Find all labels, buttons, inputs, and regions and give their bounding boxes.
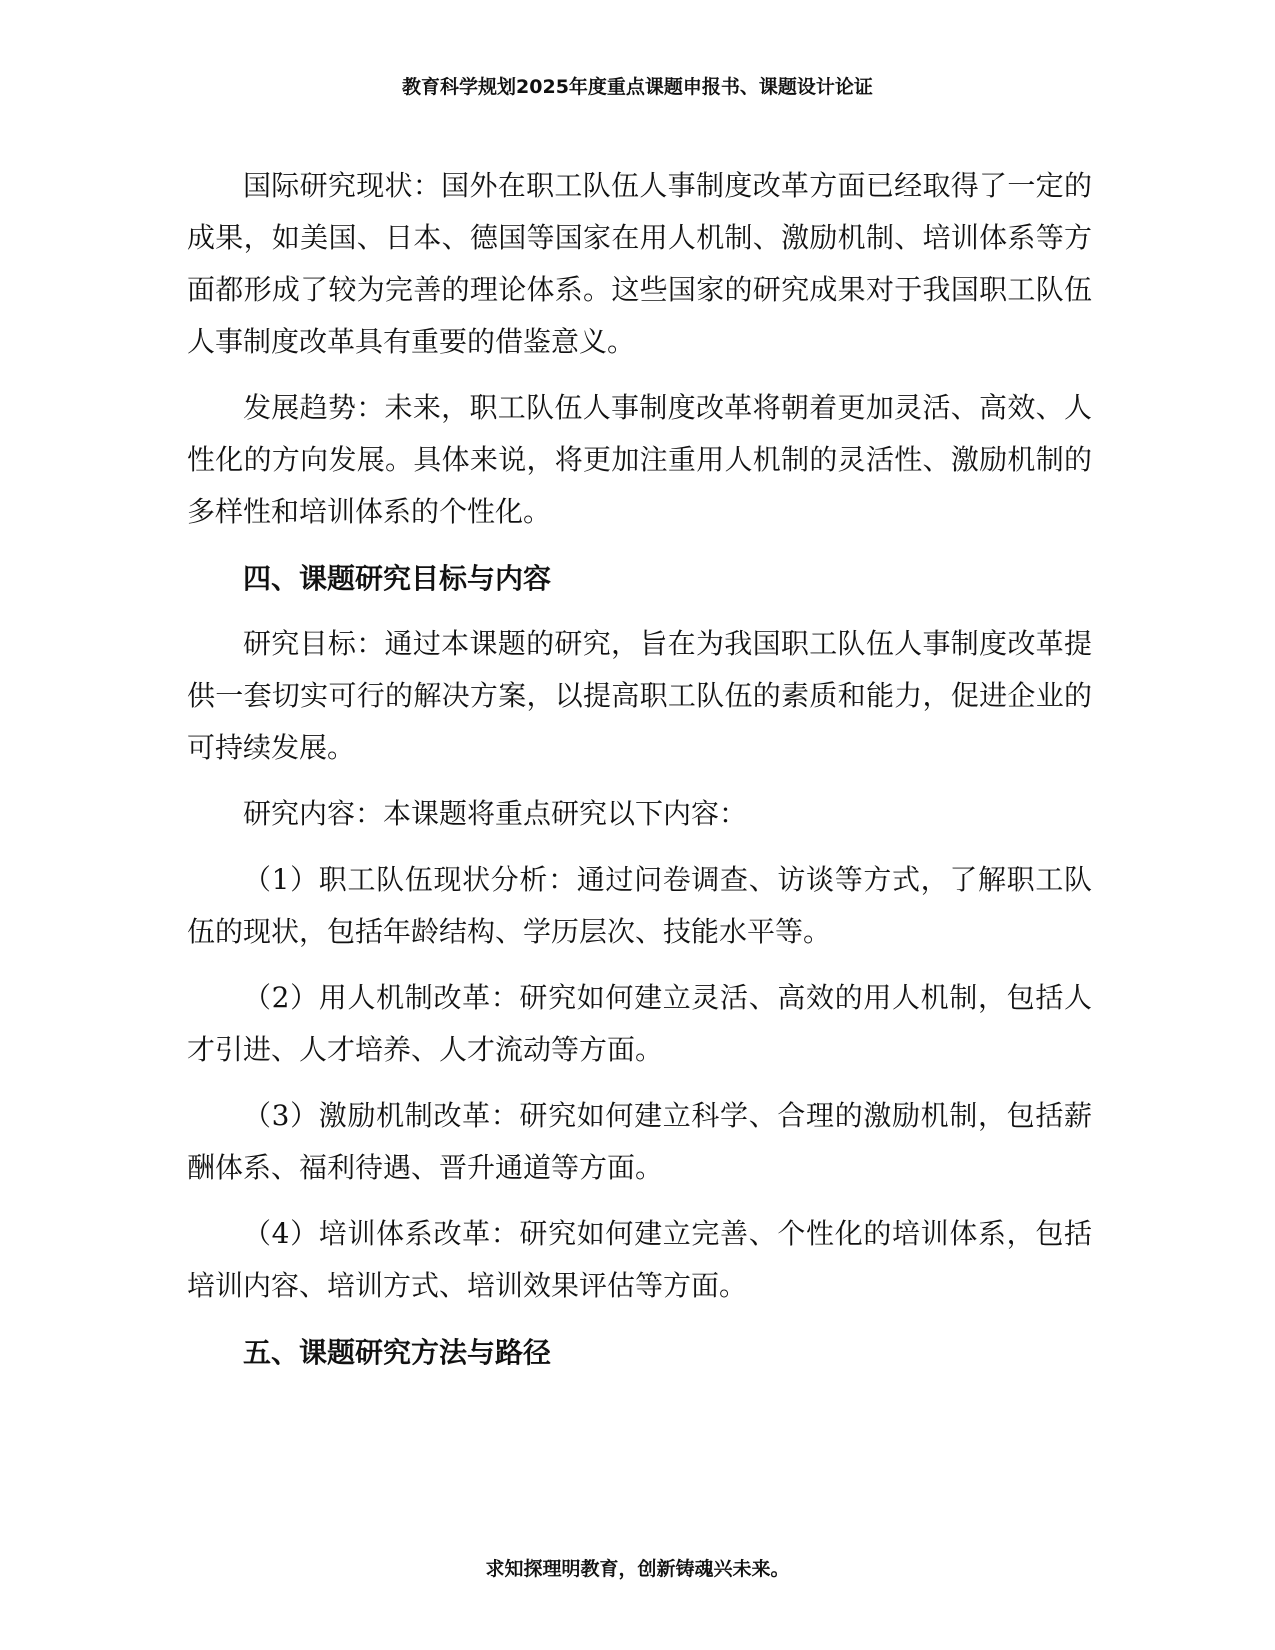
section-heading-goals-content: 四、课题研究目标与内容 — [243, 562, 552, 595]
paragraph-research-goal: 研究目标：通过本课题的研究，旨在为我国职工队伍人事制度改革提供一套切实可行的解决方案，以提高职工队伍的素质和能力，促进企业的可持续发展。 — [187, 627, 1092, 764]
page-footer: 求知探理明教育，创新铸魂兴未来。 — [485, 1558, 790, 1580]
section-heading-methods-path: 五、课题研究方法与路径 — [243, 1336, 552, 1369]
list-item-1: （1）职工队伍现状分析：通过问卷调查、访谈等方式，了解职工队伍的现状，包括年龄结构、学历层次、技能水平等。 — [187, 863, 1092, 948]
list-item-3: （3）激励机制改革：研究如何建立科学、合理的激励机制，包括薪酬体系、福利待遇、晋升通道等方面。 — [187, 1099, 1092, 1184]
paragraph-research-content-intro: 研究内容：本课题将重点研究以下内容： — [243, 797, 748, 830]
paragraph-international-status: 国际研究现状：国外在职工队伍人事制度改革方面已经取得了一定的成果，如美国、日本、德国等国家在用人机制、激励机制、培训体系等方面都形成了较为完善的理论体系。这些国家的研究成果对于我国职工队伍人事制度改革具有重要的借鉴意义。 — [187, 169, 1092, 358]
paragraph-development-trend: 发展趋势：未来，职工队伍人事制度改革将朝着更加灵活、高效、人性化的方向发展。具体来说，将更加注重用人机制的灵活性、激励机制的多样性和培训体系的个性化。 — [187, 391, 1092, 528]
page-header: 教育科学规划2025年度重点课题申报书、课题设计论证 — [402, 76, 873, 98]
list-item-4: （4）培训体系改革：研究如何建立完善、个性化的培训体系，包括培训内容、培训方式、培训效果评估等方面。 — [187, 1217, 1092, 1302]
list-item-2: （2）用人机制改革：研究如何建立灵活、高效的用人机制，包括人才引进、人才培养、人才流动等方面。 — [187, 981, 1092, 1066]
document-body — [187, 160, 1092, 1392]
